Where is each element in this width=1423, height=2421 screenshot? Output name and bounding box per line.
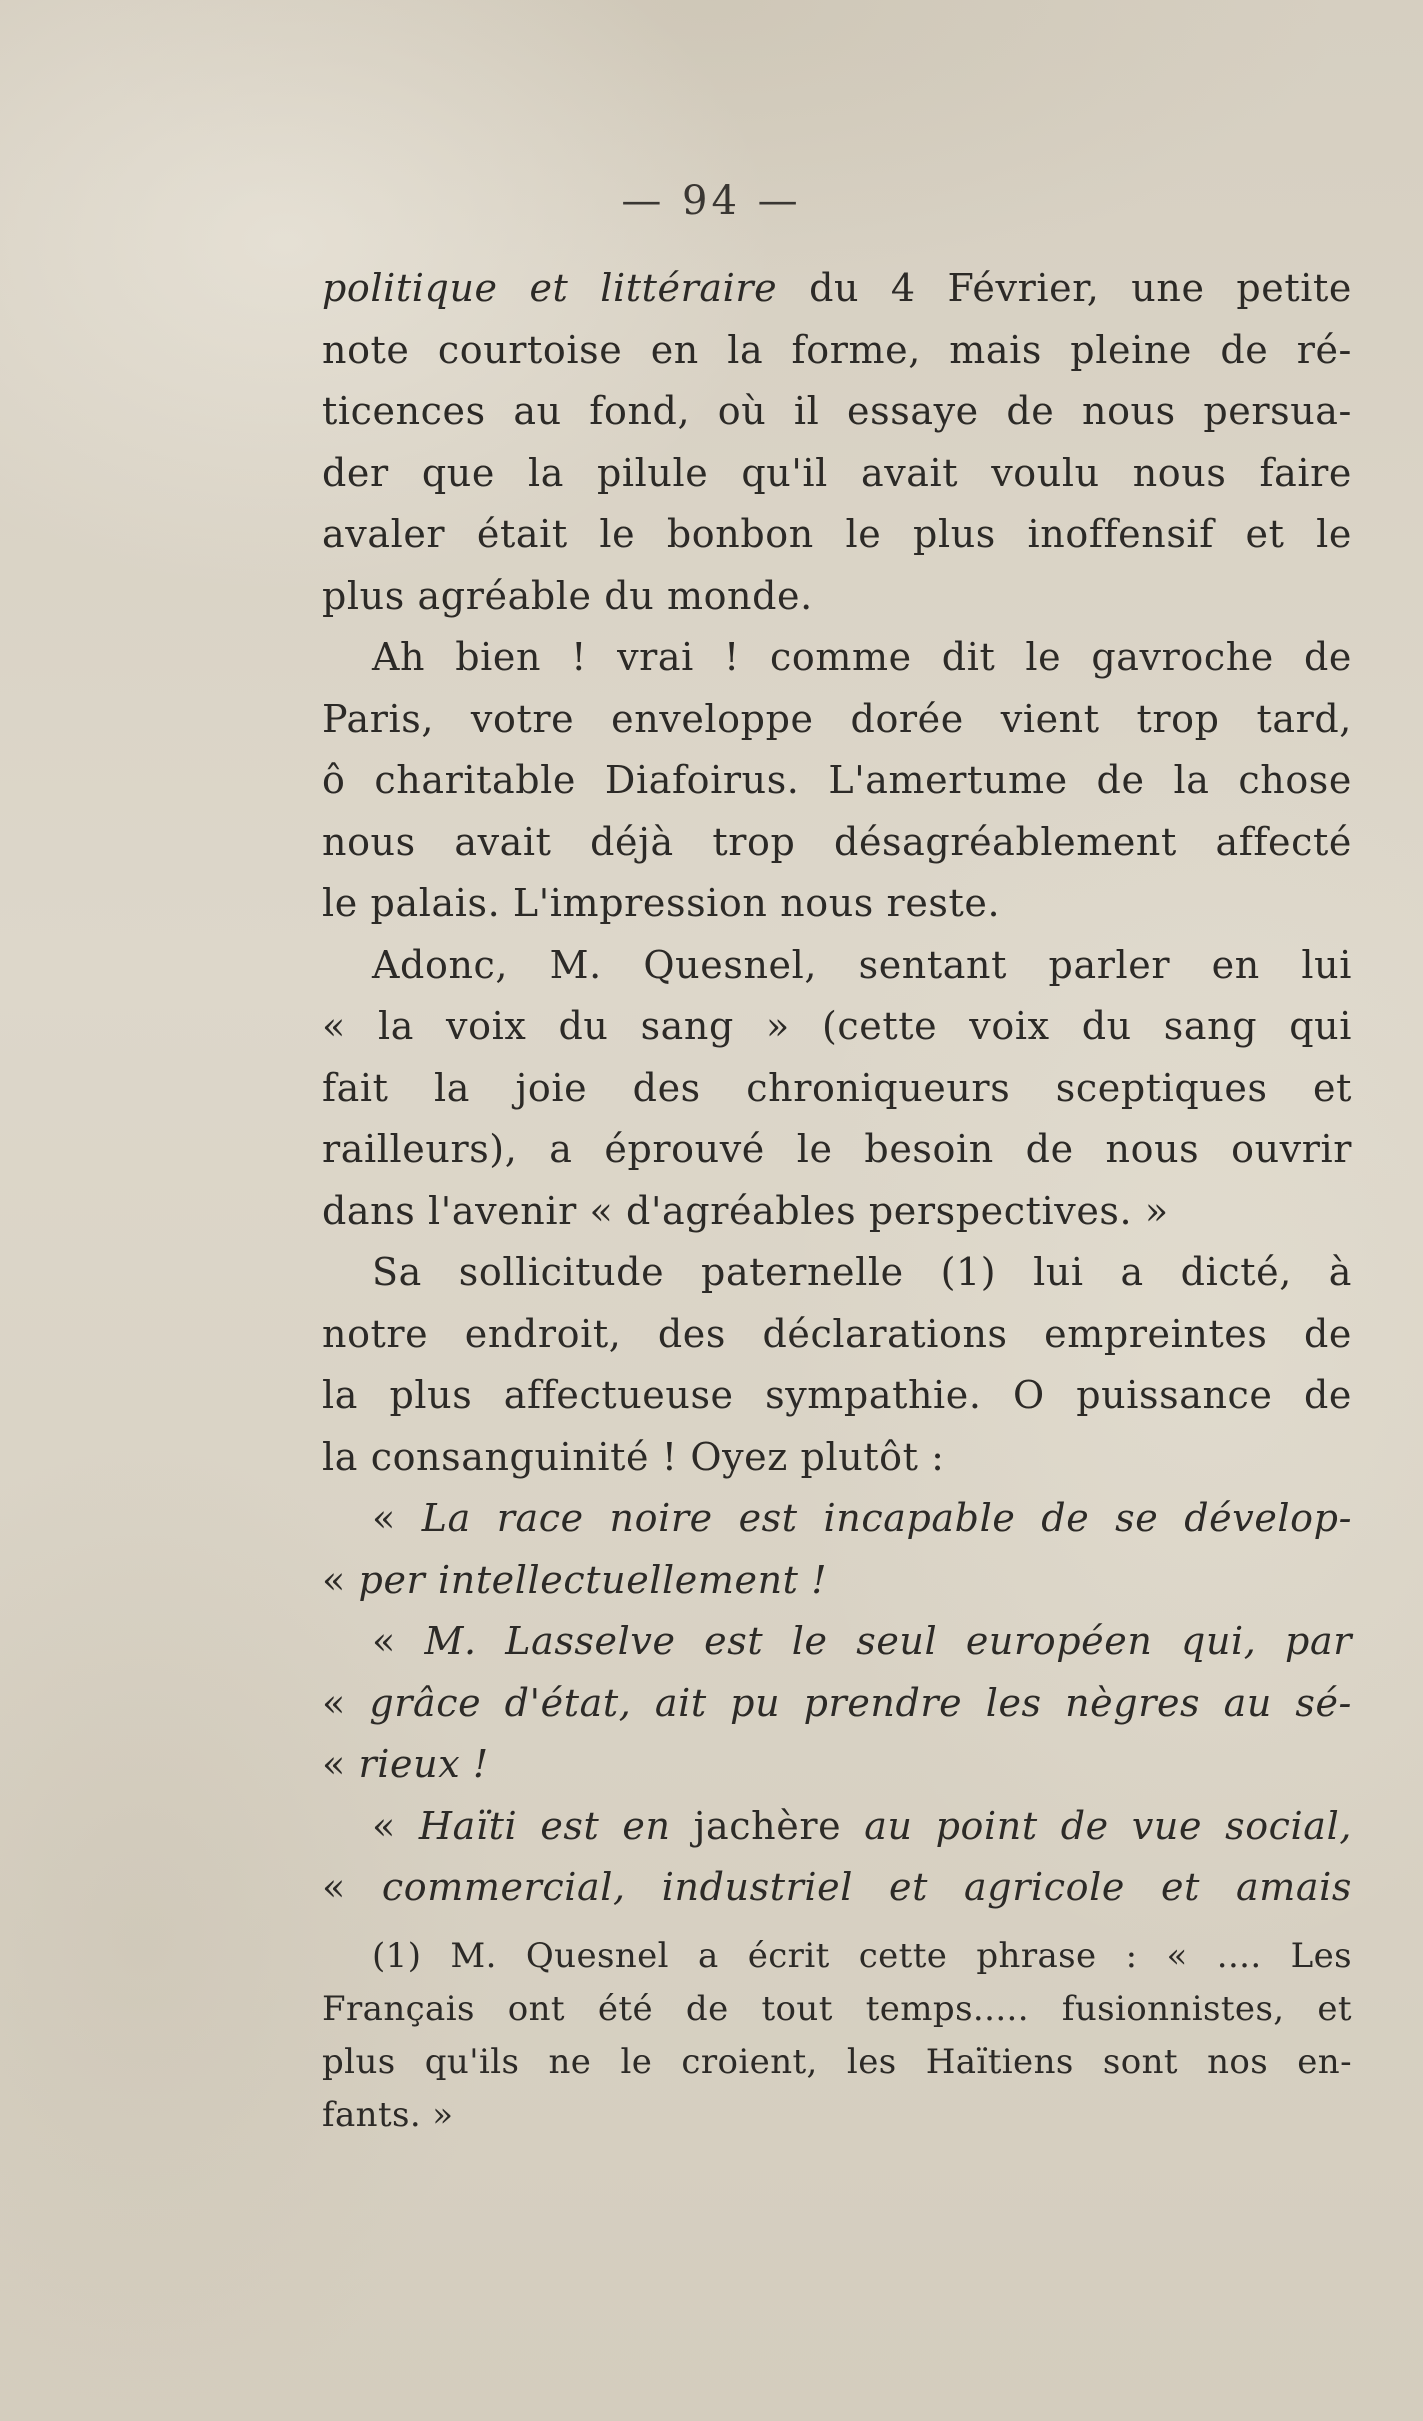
text-line (322, 566, 1352, 628)
text-span: ô charitable Diafoirus. L'amertume de la chose (322, 758, 1352, 802)
text-line (322, 1119, 1352, 1181)
text-line (322, 1242, 1352, 1304)
text-line (322, 504, 1352, 566)
text-span: « (322, 1865, 382, 1909)
footnote-line: (1) M. Quesnel a écrit cette phrase : « .... Les (372, 1936, 1352, 1976)
footnote-line: Français ont été de tout temps..... fusionnistes, et (322, 1989, 1352, 2029)
text-span: Adonc, M. Quesnel, sentant parler en lui (372, 942, 1352, 987)
body-text (322, 258, 1352, 1919)
text-line (322, 258, 1352, 320)
text-span: fait la joie des chroniqueurs sceptiques et (322, 1065, 1352, 1110)
italic-text: per intellectuellement ! (358, 1557, 828, 1602)
text-line (322, 873, 1352, 935)
text-span: « (322, 1742, 359, 1786)
text-line (322, 1365, 1352, 1427)
italic-text: au point de vue social, (864, 1803, 1352, 1848)
text-span: Ah bien ! vrai ! comme dit le gavroche de (372, 635, 1352, 679)
text-span: avaler était le bonbon le plus inoffensif et le (322, 512, 1352, 556)
text-line (322, 1304, 1352, 1366)
text-line (322, 935, 1352, 997)
text-span: dans l'avenir « d'agréables perspectives. » (322, 1188, 1169, 1233)
text-line (322, 1734, 1352, 1796)
text-line (322, 627, 1352, 689)
text-span: jachère (670, 1803, 865, 1848)
text-span: la consanguinité ! Oyez plutôt : (322, 1434, 945, 1479)
text-line (322, 750, 1352, 812)
italic-text: M. Lasselve est le seul européen qui, par (424, 1619, 1352, 1663)
text-line (322, 689, 1352, 751)
text-line (322, 996, 1352, 1058)
text-span: « (322, 1680, 370, 1725)
text-span: Sa sollicitude paternelle (1) lui a dicté, à (372, 1250, 1352, 1294)
text-line (322, 381, 1352, 443)
text-line (322, 1796, 1352, 1858)
text-line (322, 443, 1352, 505)
text-span: plus agréable du monde. (322, 573, 813, 618)
footnote-line: plus qu'ils ne le croient, les Haïtiens sont nos en- (322, 2042, 1352, 2082)
text-span: « (372, 1619, 425, 1663)
text-span: le palais. L'impression nous reste. (322, 881, 1001, 925)
italic-text: grâce d'état, ait pu prendre les nègres au sé- (369, 1680, 1352, 1725)
text-line (322, 1427, 1352, 1489)
text-line (322, 1673, 1352, 1735)
text-line (322, 1611, 1352, 1673)
italic-text: Haïti est en (418, 1803, 671, 1848)
text-span: nous avait déjà trop désagréablement affecté (322, 819, 1352, 864)
text-span: « la voix du sang » (cette voix du sang qui (322, 1004, 1352, 1048)
text-line (322, 1550, 1352, 1612)
text-span: notre endroit, des déclarations empreintes de (322, 1311, 1352, 1356)
text-span: du 4 Février, une petite (777, 266, 1352, 310)
text-line (322, 1857, 1352, 1919)
text-span: « (322, 1557, 359, 1602)
text-line (322, 1058, 1352, 1120)
text-line (322, 812, 1352, 874)
footnote (322, 1930, 1352, 2142)
text-span: ticences au fond, où il essaye de nous persua- (322, 389, 1352, 433)
text-line (322, 1488, 1352, 1550)
text-span: note courtoise en la forme, mais pleine de ré- (322, 327, 1352, 372)
page-number: — 94 — (621, 178, 802, 224)
italic-text: La race noire est incapable de se dévelop- (421, 1496, 1353, 1540)
text-span: « (372, 1496, 422, 1540)
text-span: Paris, votre enveloppe dorée vient trop tard, (322, 696, 1352, 741)
text-line (322, 320, 1352, 382)
footnote-line: fants. » (322, 2095, 454, 2135)
italic-text: politique et littéraire (322, 266, 778, 310)
text-span: la plus affectueuse sympathie. O puissance de (322, 1373, 1352, 1417)
italic-text: rieux ! (358, 1742, 489, 1786)
text-span: « (372, 1803, 419, 1848)
text-span: der que la pilule qu'il avait voulu nous faire (322, 450, 1352, 495)
italic-text: commercial, industriel et agricole et amais (381, 1865, 1353, 1909)
text-span: railleurs), a éprouvé le besoin de nous ouvrir (322, 1127, 1352, 1171)
text-line (322, 1181, 1352, 1243)
